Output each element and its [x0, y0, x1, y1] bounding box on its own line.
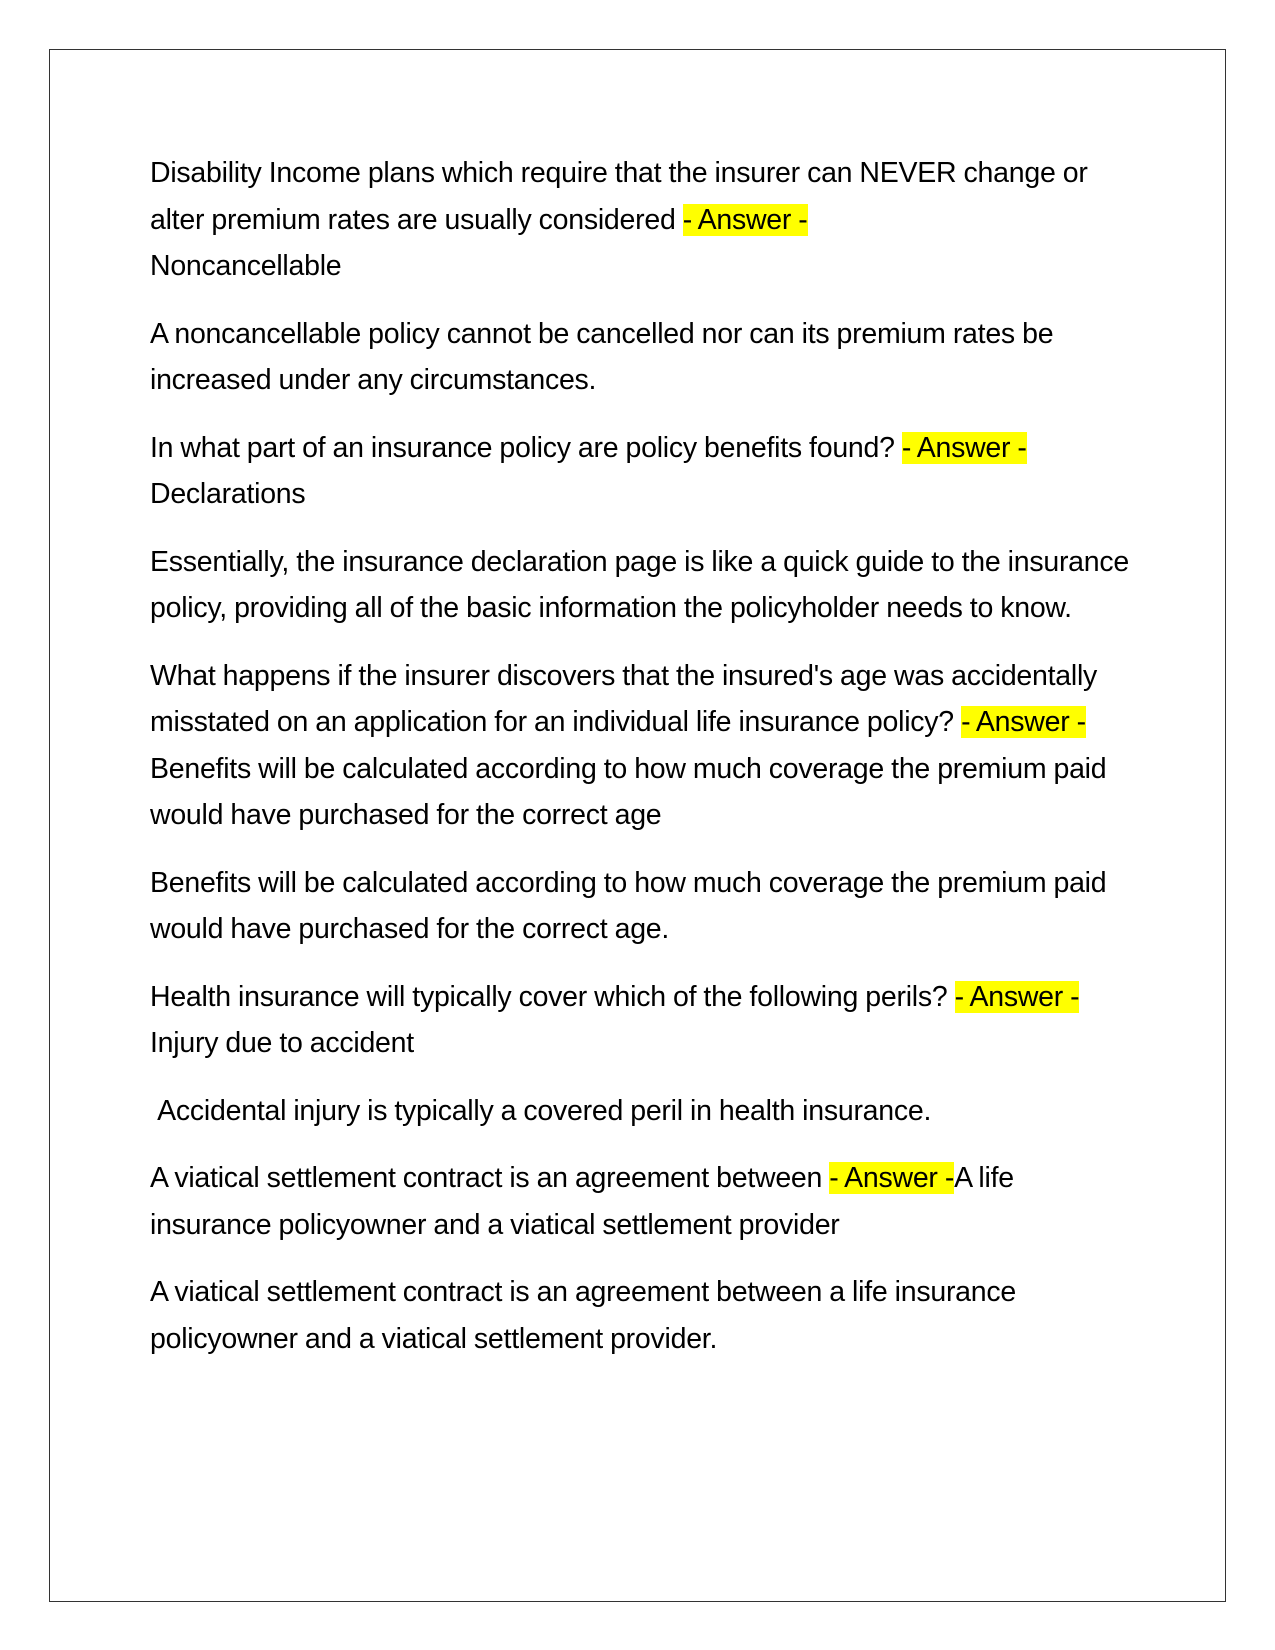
explanation-paragraph: Benefits will be calculated according to how much coverage the premium paid would have purchased for the correct age. — [150, 866, 1107, 945]
answer-marker: - Answer - — [901, 431, 1027, 464]
answer-marker: - Answer - — [954, 980, 1080, 1013]
question-text: A viatical settlement contract is an agreement between — [150, 1162, 830, 1194]
question-text: In what part of an insurance policy are policy benefits found? — [150, 431, 902, 464]
answer-marker: - Answer - — [682, 203, 808, 236]
answer-text: Noncancellable — [150, 250, 342, 282]
document-body — [150, 150, 1130, 1383]
answer-text: Benefits will be calculated according to how much coverage the premium paid would have purchased for the correct age — [150, 752, 1107, 831]
qa-paragraph — [150, 653, 1130, 839]
qa-paragraph — [150, 425, 1130, 518]
explanation-paragraph: A viatical settlement contract is an agreement between a life insurance policyowner and a viatical settlement provider. — [150, 1276, 1016, 1355]
answer-marker: - Answer - — [829, 1162, 955, 1194]
explanation-paragraph: Accidental injury is typically a covered peril in health insurance. — [150, 1094, 932, 1127]
answer-text: Declarations — [150, 478, 306, 510]
explanation-paragraph: Essentially, the insurance declaration page is like a quick guide to the insurance policy, providing all of the basic information the policyholder needs to know. — [150, 545, 1129, 624]
qa-paragraph — [150, 974, 1130, 1067]
explanation-paragraph: A noncancellable policy cannot be cancelled nor can its premium rates be increased under any circumstances. — [150, 317, 1054, 396]
qa-paragraph — [150, 1155, 1130, 1248]
question-text: What happens if the insurer discovers that the insured's age was accidentally misstated on an application for an individual life insurance policy? — [150, 659, 1098, 738]
answer-marker: - Answer - — [961, 706, 1086, 738]
question-text: Disability Income plans which require that the insurer can NEVER change or alter premium rates are usually considered — [150, 157, 1088, 236]
question-text: Health insurance will typically cover which of the following perils? — [150, 980, 955, 1013]
answer-text: A life insurance policyowner and a viatical settlement provider — [150, 1162, 1014, 1241]
answer-text: Injury due to accident — [150, 1027, 414, 1059]
qa-paragraph — [150, 150, 1130, 290]
